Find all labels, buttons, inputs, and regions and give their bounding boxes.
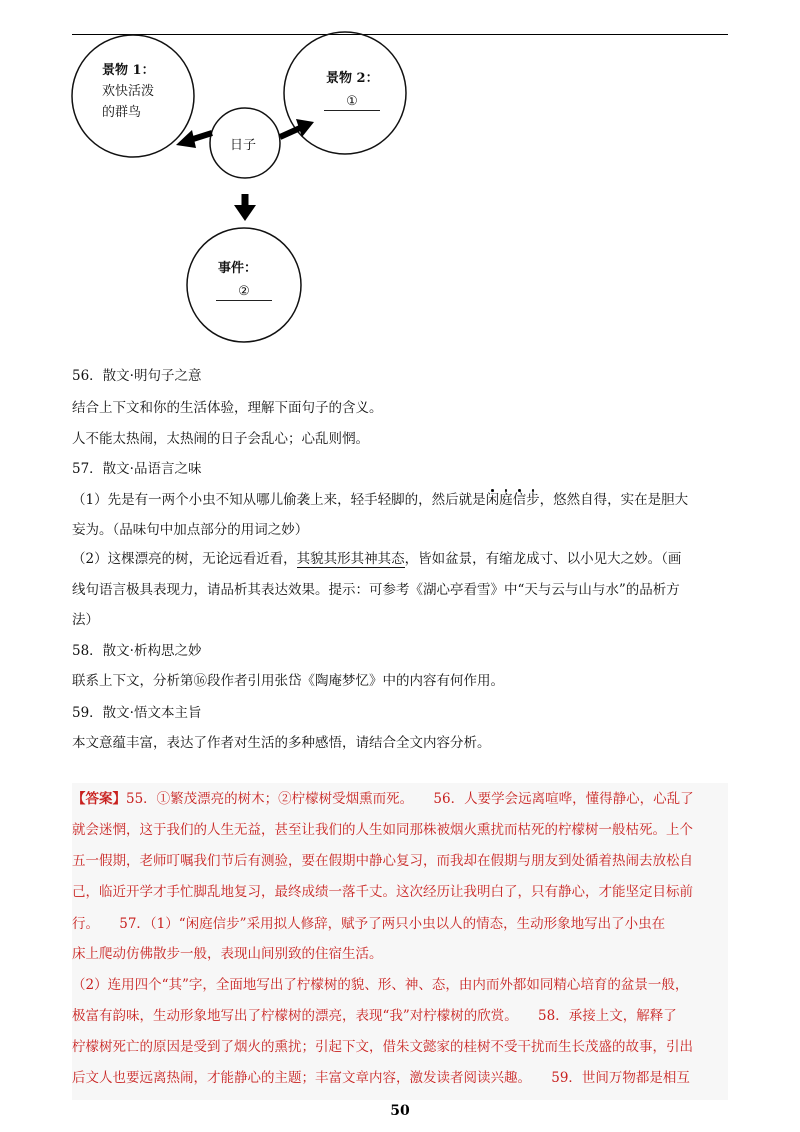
center-text: 日子: [230, 138, 257, 153]
answer-line-6: 床上爬动仿佛散步一般，表现山间别致的住宿生活。: [72, 946, 383, 962]
scene1-label: 景物 1：: [102, 63, 155, 78]
q57-part2-line2: 线句语言极具表现力，请品析其表达效果。提示：可参考《湖心亭看雪》中“天与云与山与水”的品析方: [72, 582, 680, 598]
q58-text: 联系上下文，分析第⑯段作者引用张岱《陶庵梦忆》中的内容有何作用。: [72, 673, 504, 689]
answer-block: [72, 783, 728, 1100]
answer-line-9: 柠檬树死亡的原因是受到了烟火的熏扰；引起下文，借朱文懿家的桂树不受干扰而生长茂盛的故事，引出: [72, 1039, 693, 1055]
scene2-text: [326, 68, 379, 89]
q59-text: 本文意蕴丰富，表达了作者对生活的多种感悟，请结合全文内容分析。: [72, 735, 491, 751]
answer-line-10: 后文人也要远离热闹，才能静心的主题；丰富文章内容，激发读者阅读兴趣。 59．世间万物都是相互: [72, 1070, 690, 1086]
page-number: 50: [390, 1103, 410, 1119]
q56-instruction: 结合上下文和你的生活体验，理解下面句子的含义。: [72, 400, 383, 416]
answer-line-8: 极富有韵味，生动形象地写出了柠檬树的漂亮，表现“我”对柠檬树的欣赏。 58．承接上文，解释了: [72, 1008, 677, 1024]
q57-part1-text-b: ，悠然自得，实在是胆大: [539, 492, 689, 508]
q57-part2-text-a: （2）这棵漂亮的树，无论远看近看，: [72, 551, 297, 567]
event-blank: ②: [216, 284, 272, 301]
mind-map-diagram: [0, 0, 800, 360]
answer-line-1: [72, 789, 694, 809]
q57-em-char-1: 闲: [485, 492, 500, 508]
scene2-blank: ①: [324, 94, 380, 111]
event-label: 事件：: [218, 261, 258, 276]
answer-line-2: 就会迷惘，这于我们的人生无益，甚至让我们的人生如同那株被烟火熏扰而枯死的柠檬树一般枯死。上个: [72, 822, 693, 838]
arrow-down-icon: [234, 194, 256, 221]
scene1-text: [102, 60, 155, 123]
q57-part1-line1: [72, 490, 688, 510]
q57-em-char-3: 信: [512, 492, 527, 508]
q57-em-char-4: 步: [526, 492, 540, 508]
q57-title: 57．散文·品语言之味: [72, 461, 202, 477]
q58-title: 58．散文·析构思之妙: [72, 643, 202, 659]
answer-line-1-text: 55．①繁茂漂亮的树木；②柠檬树受烟熏而死。 56．人要学会远离喧哗，懂得静心，心乱了: [126, 791, 694, 807]
answer-line-4: 己，临近开学才手忙脚乱地复习，最终成绩一落千丈。这次经历让我明白了，只有静心，才能坚定目标前: [72, 884, 693, 900]
answer-line-5: 行。 57．（1）“闲庭信步”采用拟人修辞，赋予了两只小虫以人的情态，生动形象地写出了小虫在: [72, 916, 666, 932]
q57-part2-line3: 法）: [72, 612, 99, 628]
scene1-line2: 的群鸟: [102, 105, 142, 120]
q59-title: 59．散文·悟文本主旨: [72, 705, 202, 721]
answer-line-7: （2）连用四个“其”字，全面地写出了柠檬树的貌、形、神、态，由内而外都如同精心培育的盆景一般，: [72, 977, 689, 993]
arrow-right-icon: [280, 119, 314, 137]
q57-part2-text-b: ，皆如盆景，有缩龙成寸、以小见大之妙。（画: [404, 551, 682, 567]
q57-part2-line1: [72, 549, 681, 569]
scene2-label: 景物 2：: [326, 71, 379, 86]
scene1-line1: 欢快活泼: [102, 84, 155, 99]
q57-part1-text-a: （1）先是有一两个小虫不知从哪儿偷袭上来，轻手轻脚的，然后就是: [72, 492, 486, 508]
answer-tag: 【答案】: [72, 791, 126, 807]
q57-part1-line2: 妄为。（品味句中加点部分的用词之妙）: [72, 522, 309, 538]
event-text: [218, 258, 257, 279]
answer-line-3: 五一假期，老师叮嘱我们节后有测验，要在假期中静心复习，而我却在假期与朋友到处循着热闹去放松自: [72, 853, 693, 869]
q57-underlined-phrase: 其貌其形其神其态: [296, 551, 405, 567]
q56-sentence: 人不能太热闹，太热闹的日子会乱心；心乱则惘。: [72, 431, 369, 447]
q56-title: 56．散文·明句子之意: [72, 368, 202, 384]
q57-em-char-2: 庭: [499, 492, 513, 508]
